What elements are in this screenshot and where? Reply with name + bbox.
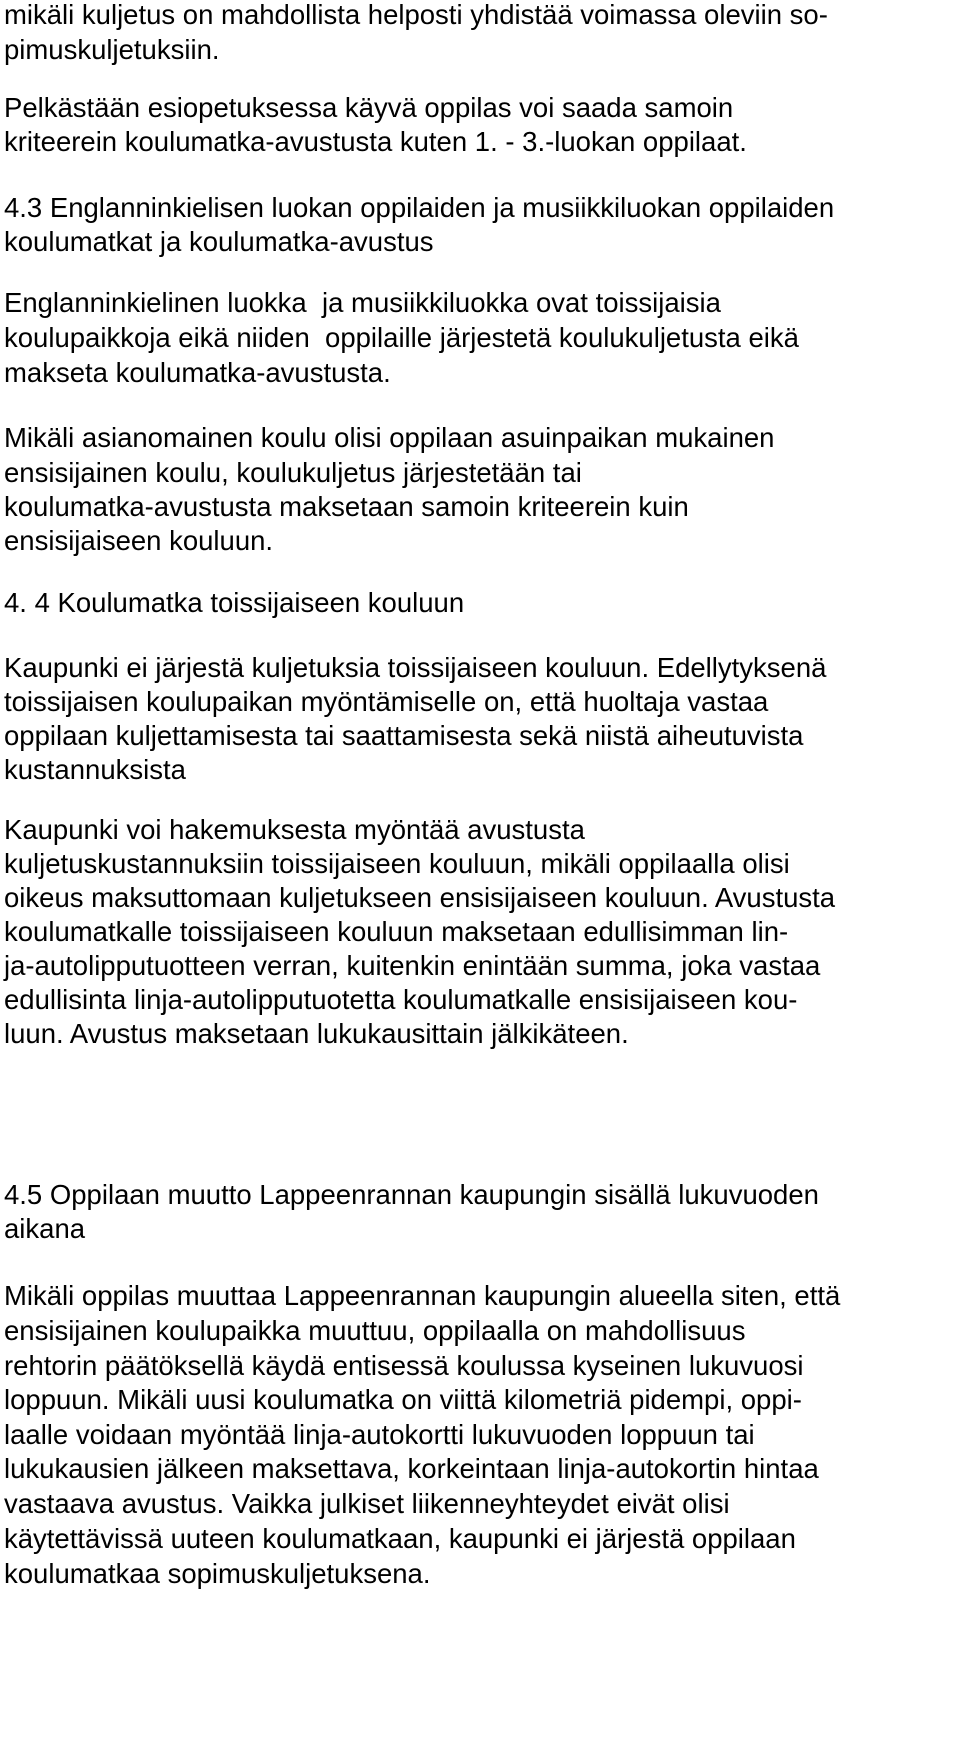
- text-line: luun. Avustus maksetaan lukukausittain jälkikäteen.: [4, 1018, 629, 1049]
- section-heading: 4. 4 Koulumatka toissijaiseen kouluun: [4, 587, 465, 618]
- text-line: ensisijaiseen kouluun.: [4, 525, 274, 556]
- section-heading: aikana: [4, 1213, 86, 1244]
- text-line: laalle voidaan myöntää linja-autokortti lukuvuoden loppuun tai: [4, 1419, 755, 1450]
- text-line: käytettävissä uuteen koulumatkaan, kaupunki ei järjestä oppilaan: [4, 1523, 796, 1554]
- text-line: oikeus maksuttomaan kuljetukseen ensisijaiseen kouluun. Avustusta: [4, 882, 836, 913]
- text-line: loppuun. Mikäli uusi koulumatka on viittä kilometriä pidempi, oppi-: [4, 1384, 802, 1415]
- section-heading: 4.5 Oppilaan muutto Lappeenrannan kaupungin sisällä lukuvuoden: [4, 1179, 819, 1210]
- text-line: koulumatka-avustusta maksetaan samoin kriteerein kuin: [4, 491, 689, 522]
- text-line: koulumatkaa sopimuskuljetuksena.: [4, 1558, 431, 1589]
- text-line: kriteerein koulumatka-avustusta kuten 1. - 3.-luokan oppilaat.: [4, 126, 747, 157]
- text-line: ensisijainen koulupaikka muuttuu, oppilaalla on mahdollisuus: [4, 1315, 746, 1346]
- text-line: ensisijainen koulu, koulukuljetus järjestetään tai: [4, 457, 582, 488]
- text-line: pimuskuljetuksiin.: [4, 34, 220, 65]
- text-line: makseta koulumatka-avustusta.: [4, 357, 391, 388]
- text-line: koulumatkalle toissijaiseen kouluun maksetaan edullisimman lin-: [4, 916, 789, 947]
- text-line: rehtorin päätöksellä käydä entisessä koulussa kyseinen lukuvuosi: [4, 1350, 804, 1381]
- text-line: kustannuksista: [4, 754, 186, 785]
- text-line: Mikäli asianomainen koulu olisi oppilaan asuinpaikan mukainen: [4, 422, 775, 453]
- text-line: edullisinta linja-autolipputuotetta koulumatkalle ensisijaiseen kou-: [4, 984, 798, 1015]
- text-line: Englanninkielinen luokka ja musiikkiluokka ovat toissijaisia: [4, 287, 721, 318]
- text-line: vastaava avustus. Vaikka julkiset liikenneyhteydet eivät olisi: [4, 1488, 730, 1519]
- text-line: Mikäli oppilas muuttaa Lappeenrannan kaupungin alueella siten, että: [4, 1280, 841, 1311]
- text-line: Kaupunki ei järjestä kuljetuksia toissijaiseen kouluun. Edellytyksenä: [4, 652, 827, 683]
- section-heading: 4.3 Englanninkielisen luokan oppilaiden ja musiikkiluokan oppilaiden: [4, 192, 835, 223]
- text-line: Kaupunki voi hakemuksesta myöntää avustusta: [4, 814, 585, 845]
- section-heading: koulumatkat ja koulumatka-avustus: [4, 226, 434, 257]
- text-line: Pelkästään esiopetuksessa käyvä oppilas voi saada samoin: [4, 92, 734, 123]
- text-line: koulupaikkoja eikä niiden oppilaille järjestetä koulukuljetusta eikä: [4, 322, 799, 353]
- text-line: mikäli kuljetus on mahdollista helposti yhdistää voimassa oleviin so-: [4, 0, 828, 30]
- text-line: lukukausien jälkeen maksettava, korkeintaan linja-autokortin hintaa: [4, 1453, 819, 1484]
- text-line: toissijaisen koulupaikan myöntämiselle on, että huoltaja vastaa: [4, 686, 769, 717]
- text-line: oppilaan kuljettamisesta tai saattamisesta sekä niistä aiheutuvista: [4, 720, 804, 751]
- text-line: ja-autolipputuotteen verran, kuitenkin enintään summa, joka vastaa: [4, 950, 821, 981]
- text-line: kuljetuskustannuksiin toissijaiseen kouluun, mikäli oppilaalla olisi: [4, 848, 790, 879]
